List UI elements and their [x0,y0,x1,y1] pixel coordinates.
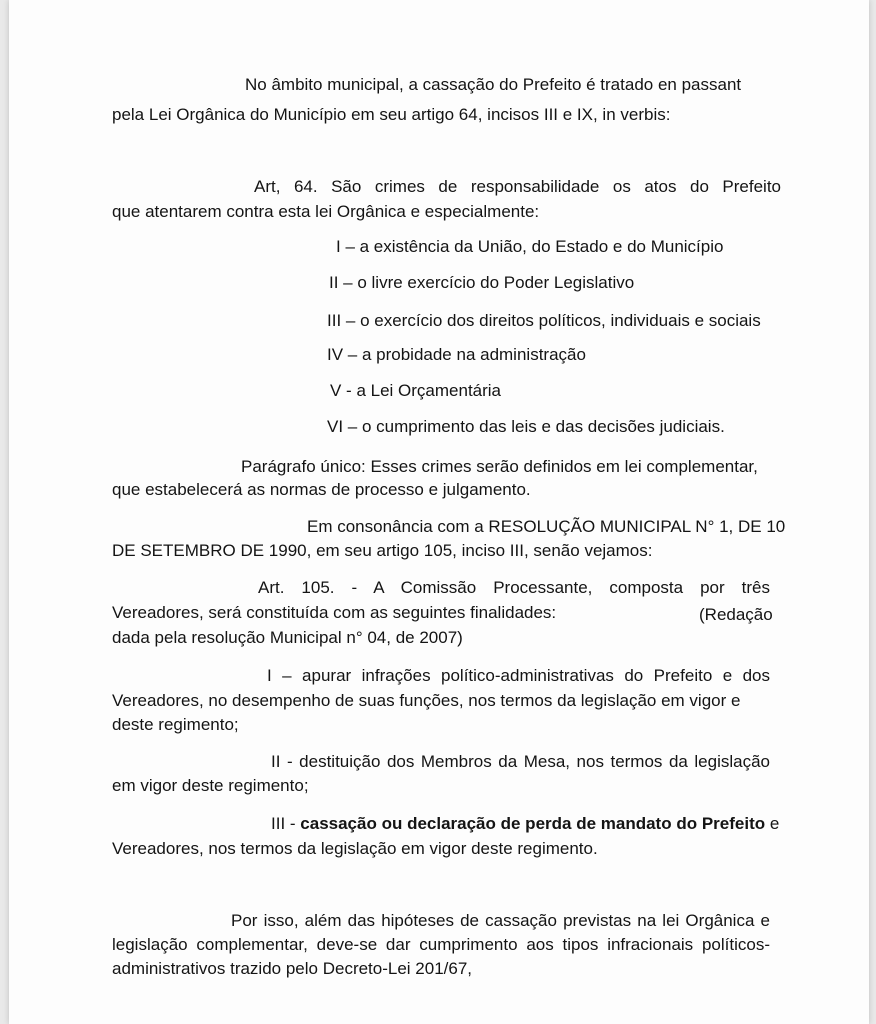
art105-inc3-suffix: e [765,814,780,833]
art64-item-6: VI – o cumprimento das leis e das decisões judiciais. [327,417,725,436]
intro-line-1: No âmbito municipal, a cassação do Prefeito é tratado en passant [245,75,742,94]
art105-inc1-line-1: I – apurar infrações político-administrativas do Prefeito e dos [267,666,770,685]
resolution-line-2: DE SETEMBRO DE 1990, em seu artigo 105, inciso III, senão vejamos: [112,541,653,560]
conclusion-line-1: Por isso, além das hipóteses de cassação previstas na lei Orgânica e [231,911,770,930]
conclusion-line-3: administrativos trazido pelo Decreto-Lei 201/67, [112,959,473,978]
conclusion-line-2: legislação complementar, deve-se dar cumprimento aos tipos infracionais políticos- [112,935,770,954]
art64-paragraph-line-1: Parágrafo único: Esses crimes serão definidos em lei complementar, [241,457,758,476]
resolution-line-1: Em consonância com a RESOLUÇÃO MUNICIPAL N° 1, DE 10 [307,517,786,536]
intro-line-2: pela Lei Orgânica do Município em seu artigo 64, incisos III e IX, in verbis: [112,105,671,124]
art105-inc2-line-1: II - destituição dos Membros da Mesa, nos termos da legislação [271,752,770,771]
art64-line-2: que atentarem contra esta lei Orgânica e especialmente: [112,202,540,221]
art105-redacao: (Redação [699,605,773,624]
art105-inc3-bold: cassação ou declaração de perda de mandato do Prefeito [300,814,766,833]
art64-item-3: III – o exercício dos direitos políticos, individuais e sociais [327,311,761,330]
art64-item-1: I – a existência da União, do Estado e do Município [336,237,724,256]
art105-inc1-line-2: Vereadores, no desempenho de suas funções, nos termos da legislação em vigor e [112,691,741,710]
art64-item-4: IV – a probidade na administração [327,345,586,364]
art105-inc1-line-3: deste regimento; [112,715,239,734]
art64-line-1: Art, 64. São crimes de responsabilidade os atos do Prefeito [254,177,781,196]
art64-paragraph-line-2: que estabelecerá as normas de processo e julgamento. [112,480,531,499]
art105-line-2: Vereadores, será constituída com as seguintes finalidades: [112,603,557,622]
document-page [9,0,869,1024]
art105-line-3: dada pela resolução Municipal n° 04, de 2007) [112,628,463,647]
art105-inc3-line-2: Vereadores, nos termos da legislação em vigor deste regimento. [112,839,598,858]
art105-inc2-line-2: em vigor deste regimento; [112,776,309,795]
art64-item-5: V - a Lei Orçamentária [330,381,502,400]
art105-inc3-prefix: III - [271,814,301,833]
art105-line-1: Art. 105. - A Comissão Processante, composta por três [258,578,770,597]
art105-inc3-line-1 [271,813,779,835]
art64-item-2: II – o livre exercício do Poder Legislativo [329,273,635,292]
